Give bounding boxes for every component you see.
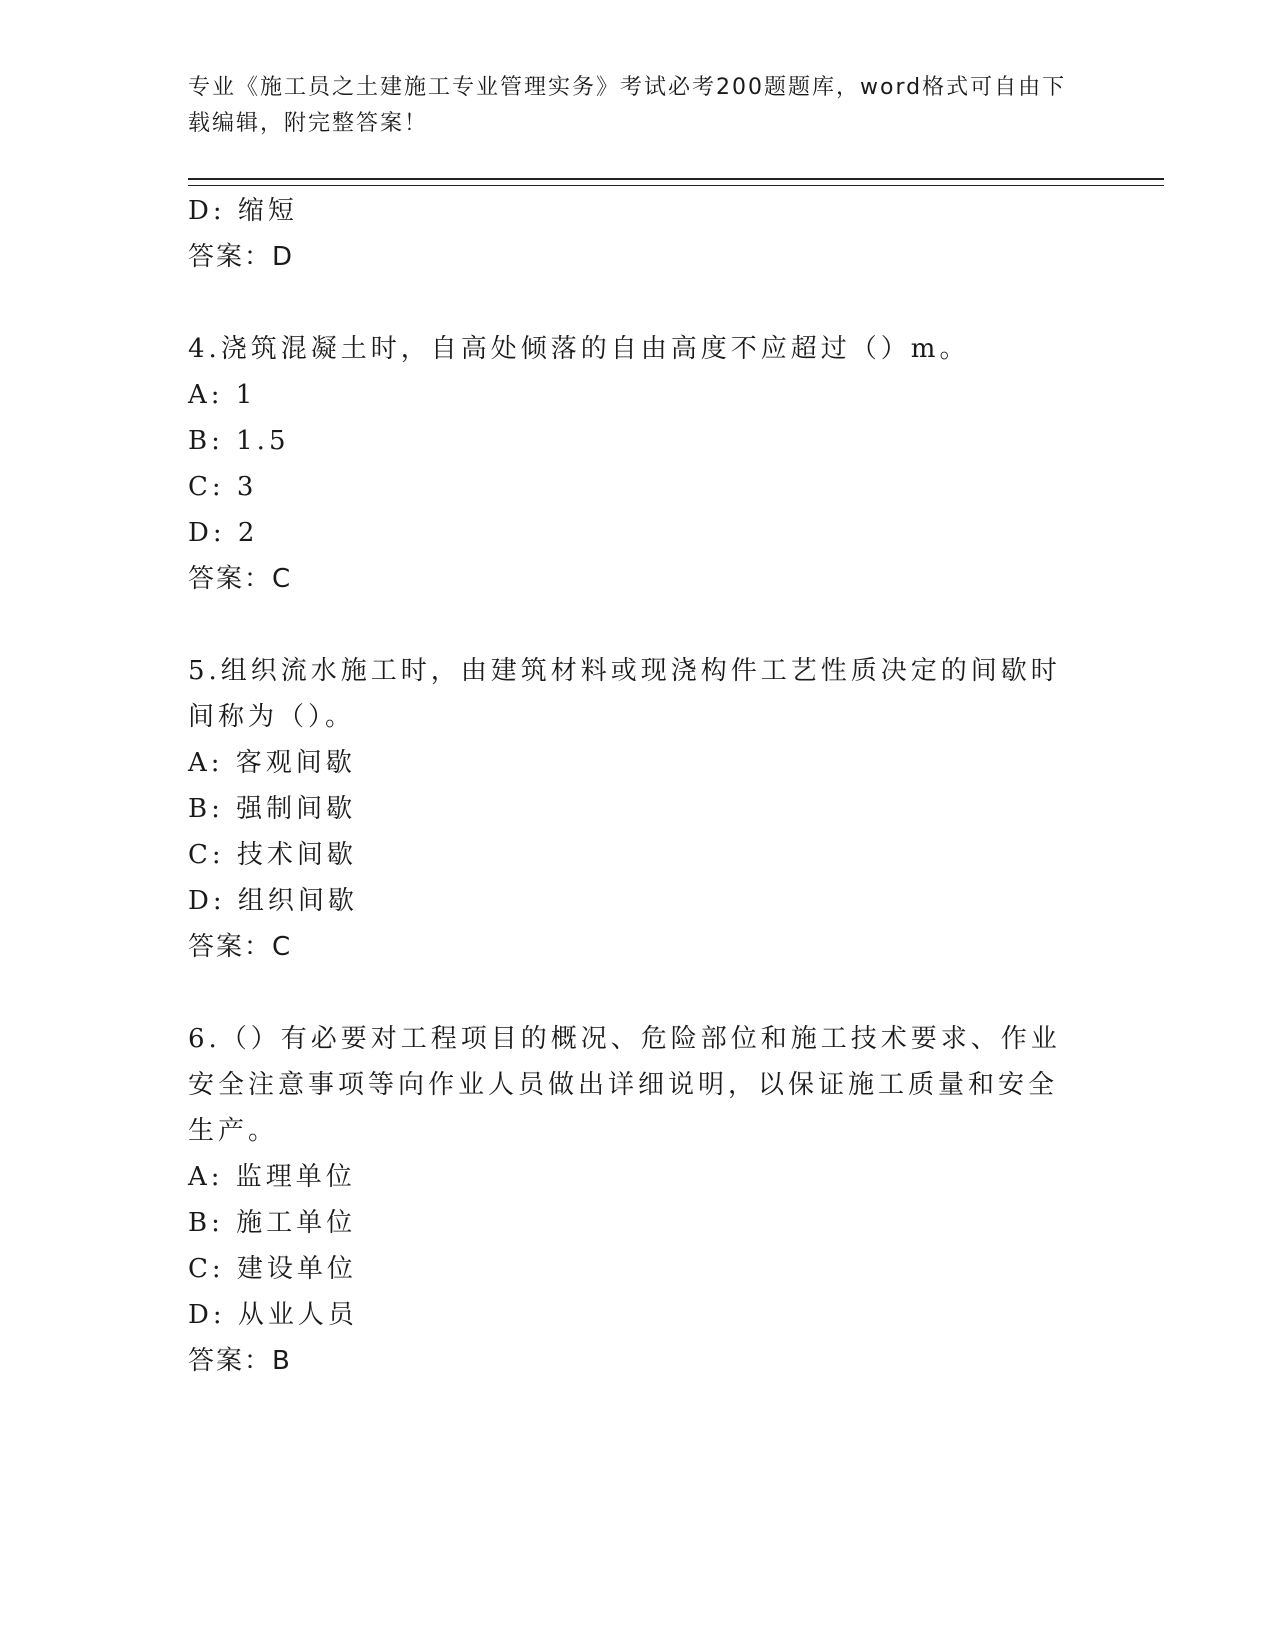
document-page <box>188 70 1168 1376</box>
q3-answer: 答案：D <box>188 242 295 272</box>
q6-option-a: A: 监理单位 <box>188 1162 356 1192</box>
spacer <box>188 602 1164 648</box>
spacer <box>188 970 1164 1016</box>
q4-option-d: D: 2 <box>188 518 259 548</box>
q6-answer: 答案：B <box>188 1346 292 1376</box>
q5-option-d: D: 组织间歇 <box>188 886 358 916</box>
q5-answer: 答案：C <box>188 932 293 962</box>
q4-option-c: C: 3 <box>188 472 258 502</box>
q4-option-a: A: 1 <box>188 380 257 410</box>
q4-answer: 答案：C <box>188 564 293 594</box>
q4-stem: 4.浇筑混凝土时，自高处倾落的自由高度不应超过（）m。 <box>188 334 970 364</box>
spacer <box>188 280 1164 326</box>
document-header: 专业《施工员之土建施工专业管理实务》考试必考200题题库，word格式可自由下载编辑，附完整答案！ <box>188 75 1067 136</box>
question-list <box>188 188 1164 1384</box>
q6-option-c: C: 建设单位 <box>188 1254 357 1284</box>
q6-stem: 6.（）有必要对工程项目的概况、危险部位和施工技术要求、作业安全注意事项等向作业人员做出详细说明，以保证施工质量和安全生产。 <box>188 1024 1061 1146</box>
q6-option-b: B: 施工单位 <box>188 1208 357 1238</box>
q5-option-b: B: 强制间歇 <box>188 794 357 824</box>
q4-option-b: B: 1.5 <box>188 426 290 456</box>
q5-option-c: C: 技术间歇 <box>188 840 357 870</box>
q5-stem: 5.组织流水施工时，由建筑材料或现浇构件工艺性质决定的间歇时间称为（）。 <box>188 656 1061 732</box>
q3-option-d: D: 缩短 <box>188 196 298 226</box>
q5-option-a: A: 客观间歇 <box>188 748 356 778</box>
q6-option-d: D: 从业人员 <box>188 1300 358 1330</box>
header-divider <box>188 178 1164 186</box>
